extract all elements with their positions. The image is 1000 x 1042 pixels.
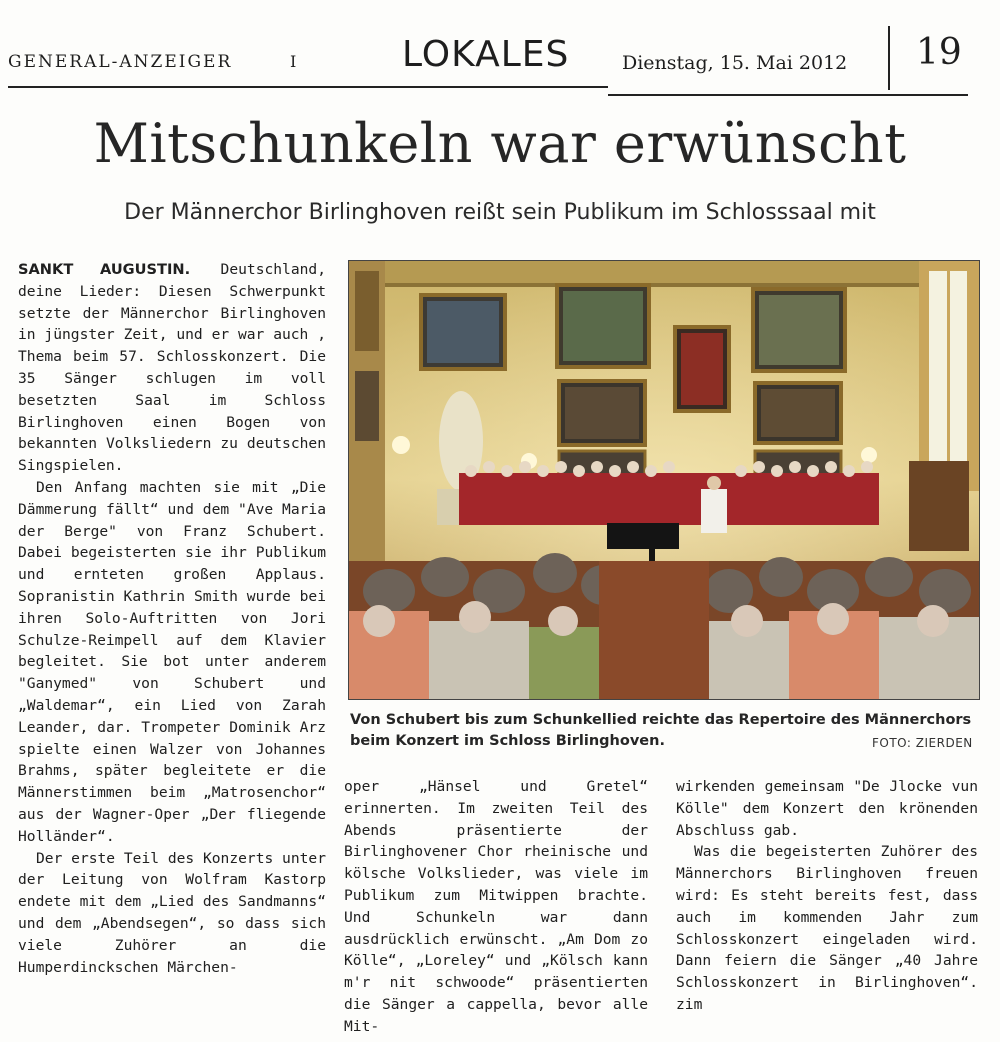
article-subheadline: Der Männerchor Birlinghoven reißt sein Publikum im Schlosssaal mit <box>124 200 876 225</box>
photo-credit: FOTO: ZIERDEN <box>872 736 973 750</box>
publication-name: GENERAL-ANZEIGER <box>8 52 233 72</box>
photo-caption: Von Schubert bis zum Schunkellied reichte das Repertoire des Männerchors beim Konzert im Schloss Birlinghoven. <box>350 712 972 749</box>
article-column-2 <box>344 776 648 1038</box>
paragraph-3: Der erste Teil des Konzerts unter der Leitung von Wolfram Kastorp endete mit dem „Lied des Sandmanns“ und dem „Abendsegen“, so dass sich viele Zuhörer an die Humperdinckschen Märchen- <box>18 849 326 976</box>
paragraph-2: Den Anfang machten sie mit „Die Dämmerung fällt“ und dem "Ave Maria der Berge" von Franz Schubert. Dabei begeisterten sie ihr Publikum und ernteten großen Applaus. Sopranistin Kathrin Smith wurde bei ihren Solo-Auftritten von Jori Schulze-Reimpell auf dem Klavier begleitet. Sie bot unter anderem "Ganymed" von Schubert und „Waldemar“, ein Lied von Zarah Leander, dar. Trompeter Dominik Arz spielte einen Walzer von Johannes Brahms, später begleitete er die Männerstimmen beim „Matrosenchor“ aus der Wagner-Oper „Der fliegende Holländer“. <box>18 478 326 845</box>
paragraph-4: oper „Hänsel und Gretel“ erinnerten. Im zweiten Teil des Abends präsentierte der Birlinghovener Chor rheinische und kölsche Volkslieder, was viele im Publikum zum Mitwippen brachte. Und Schunkeln war dann ausdrücklich erwünscht. „Am Dom zo Kölle“, „Loreley“ und „Kölsch kann m'r nit schwoode“ präsentierten die Sänger a cappella, bevor alle Mit- <box>344 778 648 1035</box>
paragraph-6: Was die begeisterten Zuhörer des Männerchors Birlinghoven freuen wird: Es steht bereits fest, dass auch im kommenden Jahr zum Schlosskonzert eingeladen wird. Dann feiern die Sänger „40 Jahre Schlosskonzert in Birlinghoven“. zim <box>676 843 978 1013</box>
paragraph-5: wirkenden gemeinsam "De Jlocke vun Kölle" dem Konzert den krönenden Abschluss gab. <box>676 778 978 839</box>
page-number: 19 <box>916 32 962 73</box>
masthead <box>8 22 968 94</box>
article-column-1 <box>18 259 326 978</box>
article-column-3 <box>676 776 978 1016</box>
issue-date: Dienstag, 15. Mai 2012 <box>622 52 848 74</box>
masthead-separator: I <box>290 52 297 71</box>
article-headline: Mitschunkeln war erwünscht <box>93 112 907 175</box>
masthead-divider <box>888 26 890 90</box>
lead-text: Deutschland, deine Lieder: Diesen Schwerpunkt setzte der Männerchor Birlinghoven in jüngster Zeit, und er war auch , Thema beim 57. Schlosskonzert. Die 35 Sänger schlugen im voll besetzten Saal im Schloss Birlinghoven einen Bogen von bekannten Volksliedern zu deutschen Singspielen. <box>18 261 326 475</box>
section-title: LOKALES <box>402 34 570 75</box>
masthead-rule-left <box>8 86 608 88</box>
dateline: SANKT AUGUSTIN. <box>18 261 191 278</box>
masthead-rule-right <box>608 94 968 96</box>
concert-photo <box>348 260 980 700</box>
lead-paragraph <box>18 259 326 477</box>
